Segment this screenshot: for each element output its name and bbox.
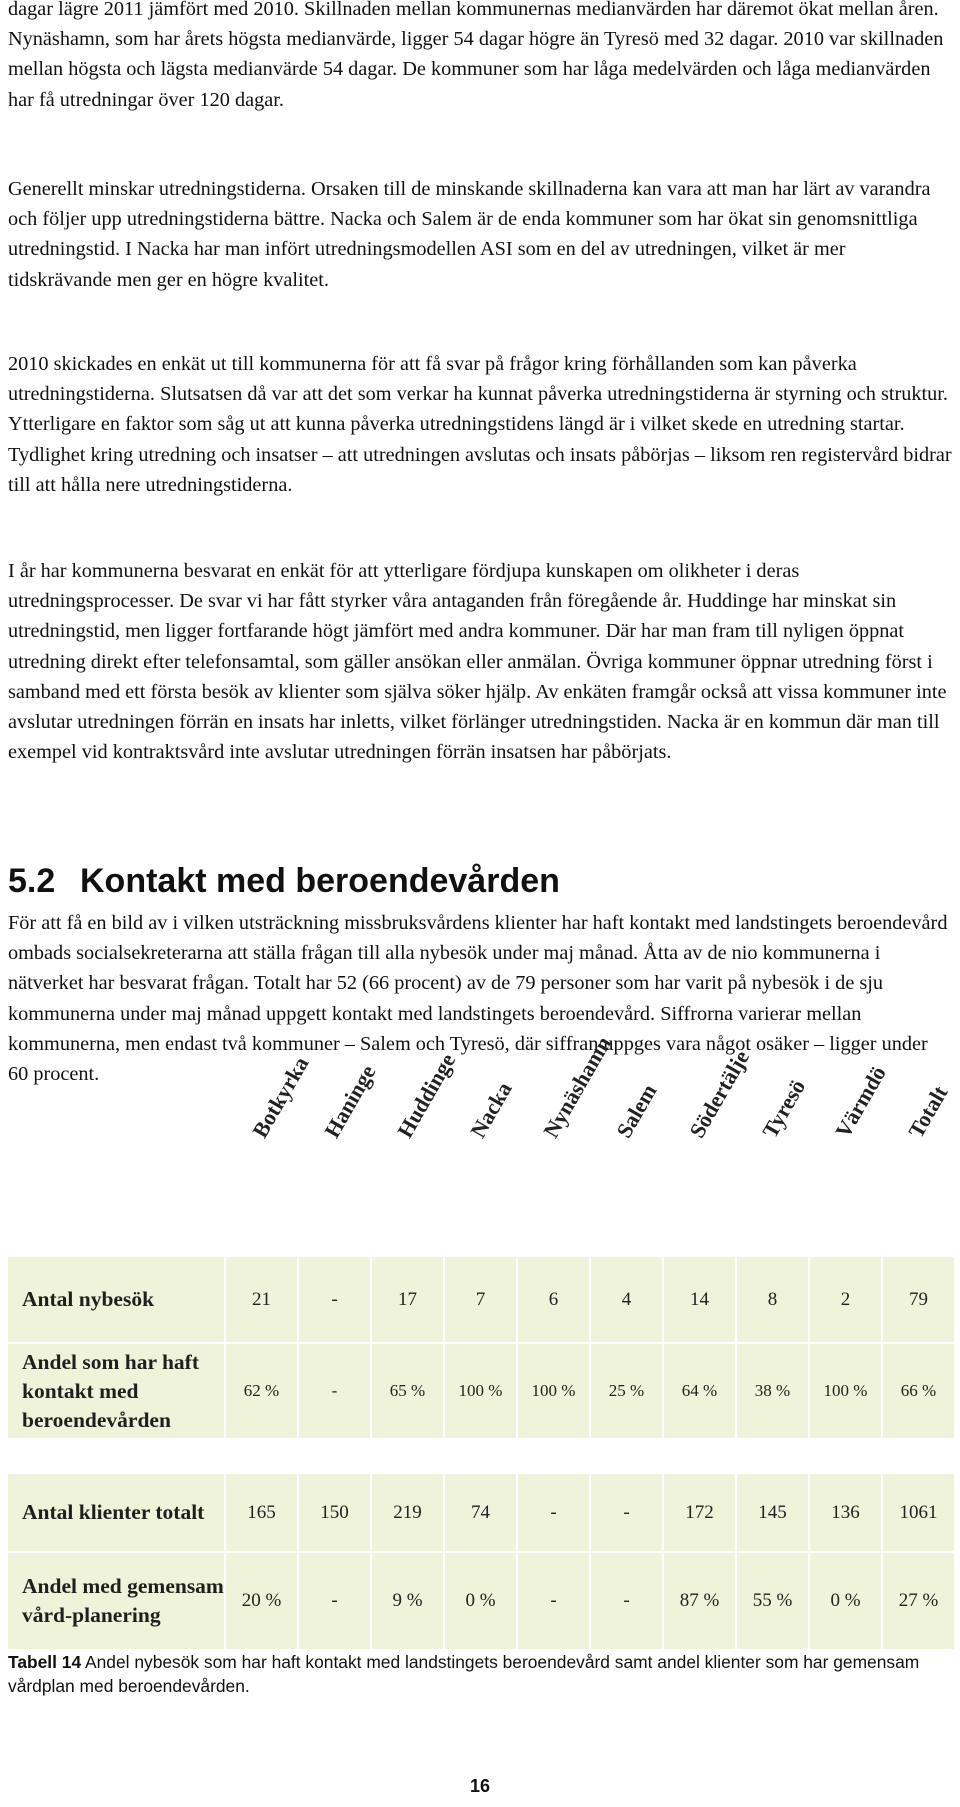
paragraph-4: I år har kommunerna besvarat en enkät för att ytterligare fördjupa kunskapen om olikheter i deras utredningsprocesser. De svar vi har fått styrker våra antaganden från föregående år. Huddinge har minskat sin utredningstid, men ligger fortfarande högt jämfört med andra kommuner. Där har man fram till nyligen öppnat utredning direkt efter telefonsamtal, som gäller ansökan eller anmälan. Övriga kommuner öppnar utredning först i samband med ett första besök av klienter som själva söker hjälp. Av enkäten framgår också att vissa kommuner inte avslutar utredningen förrän en insats har inletts, vilket förlänger utredningstiden. Nacka är en kommun där man till exempel vid kontraktsvård inte avslutar utredningen förrän insatsen har påbörjats. [8, 560, 947, 764]
table-row [8, 1257, 955, 1343]
table-cell: 2 [809, 1257, 882, 1343]
table-cell: 0 % [444, 1552, 517, 1650]
column-header: Salem [611, 1079, 662, 1142]
column-header: Södertälje [684, 1045, 755, 1142]
table-cell: 100 % [809, 1343, 882, 1439]
row-label: Antal klienter totalt [8, 1474, 225, 1552]
table-cell: 87 % [663, 1552, 736, 1650]
table-cell: 100 % [517, 1343, 590, 1439]
section-title: Kontakt med beroendevården [80, 862, 560, 900]
section-paragraph: För att få en bild av i vilken utsträckning missbruksvårdens klienter har haft kontakt med landstingets beroendevård ombads socialsekreterarna att ställa frågan till alla nybesök under maj månad. Åtta av de nio kommunerna i nätverket har besvarat frågan. Totalt har 52 (66 procent) av de 79 personer som har varit på nybesök i de sju kommunerna under maj månad uppgett kontakt med landstingets beroendevård. Siffrorna varierar mellan kommunerna, men endast två kommuner – Salem och Tyresö, där siffran uppges vara något osäker – ligger under 60 procent. [8, 912, 948, 1086]
table-cell: 27 % [882, 1552, 955, 1650]
table-cell: 74 [444, 1474, 517, 1552]
column-header: Haninge [319, 1060, 381, 1142]
table-cell: 38 % [736, 1343, 809, 1439]
table-cell: 100 % [444, 1343, 517, 1439]
table-cell: 8 [736, 1257, 809, 1343]
table-cell: 79 [882, 1257, 955, 1343]
table-cell: 4 [590, 1257, 663, 1343]
table-cell: 145 [736, 1474, 809, 1552]
table-cell: - [590, 1552, 663, 1650]
row-label: Andel med gemensam vård-planering [8, 1552, 225, 1650]
table-nybesok [8, 1257, 956, 1440]
table-cell: 64 % [663, 1343, 736, 1439]
table-cell: 17 [371, 1257, 444, 1343]
table-klienter [8, 1474, 956, 1651]
table-cell: 20 % [225, 1552, 298, 1650]
column-header: Nacka [465, 1077, 517, 1142]
table-cell: - [517, 1552, 590, 1650]
section-number: 5.2 [8, 862, 56, 900]
table-cell: - [590, 1474, 663, 1552]
table-cell: - [298, 1257, 371, 1343]
section-heading [8, 859, 560, 903]
table-cell: 55 % [736, 1552, 809, 1650]
page-number: 16 [469, 1776, 491, 1796]
table-cell: 66 % [882, 1343, 955, 1439]
table-row [8, 1343, 955, 1439]
row-label: Antal nybesök [8, 1257, 225, 1343]
table-cell: 0 % [809, 1552, 882, 1650]
table-cell: 6 [517, 1257, 590, 1343]
table-cell: 1061 [882, 1474, 955, 1552]
caption-text: Andel nybesök som har haft kontakt med landstingets beroendevård samt andel klienter som har gemensam vårdplan med beroendevården. [8, 1652, 920, 1696]
column-header: Tyresö [757, 1075, 811, 1142]
table-cell: 172 [663, 1474, 736, 1552]
table-row [8, 1552, 955, 1650]
table-cell: - [517, 1474, 590, 1552]
paragraph-3: 2010 skickades en enkät ut till kommunerna för att få svar på frågor kring förhållanden som kan påverka utredningstiderna. Slutsatsen då var att det som verkar ha kunnat påverka utredningstiderna är styrning och struktur. Ytterligare en faktor som såg ut att kunna påverka utredningstidens längd är i vilket skede en utredning startar. Tydlighet kring utredning och insatser – att utredningen avslutas och insats påbörjas – liksom ren registervård bidrar till att hålla nere utredningstiderna. [8, 353, 952, 496]
table-cell: 25 % [590, 1343, 663, 1439]
table-cell: 65 % [371, 1343, 444, 1439]
table-cell: 136 [809, 1474, 882, 1552]
table-caption [8, 1650, 953, 1698]
column-header: Huddinge [392, 1049, 461, 1142]
table-cell: - [298, 1343, 371, 1439]
table-column-headers [0, 1032, 960, 1250]
table-cell: 219 [371, 1474, 444, 1552]
table-row [8, 1474, 955, 1552]
table-cell: 9 % [371, 1552, 444, 1650]
table-cell: 21 [225, 1257, 298, 1343]
paragraph-2: Generellt minskar utredningstiderna. Orsaken till de minskande skillnaderna kan vara att man har lärt av varandra och följer upp utredningstiderna bättre. Nacka och Salem är de enda kommuner som har ökat sin genomsnittliga utredningstid. I Nacka har man infört utredningsmodellen ASI som en del av utredningen, vilket är mer tidskrävande men ger en högre kvalitet. [8, 178, 931, 291]
table-cell: 165 [225, 1474, 298, 1552]
table-cell: 62 % [225, 1343, 298, 1439]
column-header: Nynäshamn [538, 1032, 617, 1142]
paragraph-1: dagar lägre 2011 jämfört med 2010. Skillnaden mellan kommunernas medianvärden har däremot ökat mellan åren. Nynäshamn, som har årets högsta medianvärde, ligger 54 dagar högre än Tyresö med 32 dagar. 2010 var skillnaden mellan högsta och lägsta medianvärde 54 dagar. De kommuner som har låga medelvärden och låga medianvärden har få utredningar över 120 dagar. [8, 0, 944, 111]
column-header: Värmdö [830, 1061, 891, 1142]
column-header: Totalt [903, 1081, 953, 1142]
caption-label: Tabell 14 [8, 1652, 82, 1672]
table-cell: 7 [444, 1257, 517, 1343]
table-cell: 150 [298, 1474, 371, 1552]
column-header: Botkyrka [247, 1052, 314, 1142]
table-cell: 14 [663, 1257, 736, 1343]
table-cell: - [298, 1552, 371, 1650]
row-label: Andel som har haft kontakt med beroendevården [8, 1343, 225, 1439]
